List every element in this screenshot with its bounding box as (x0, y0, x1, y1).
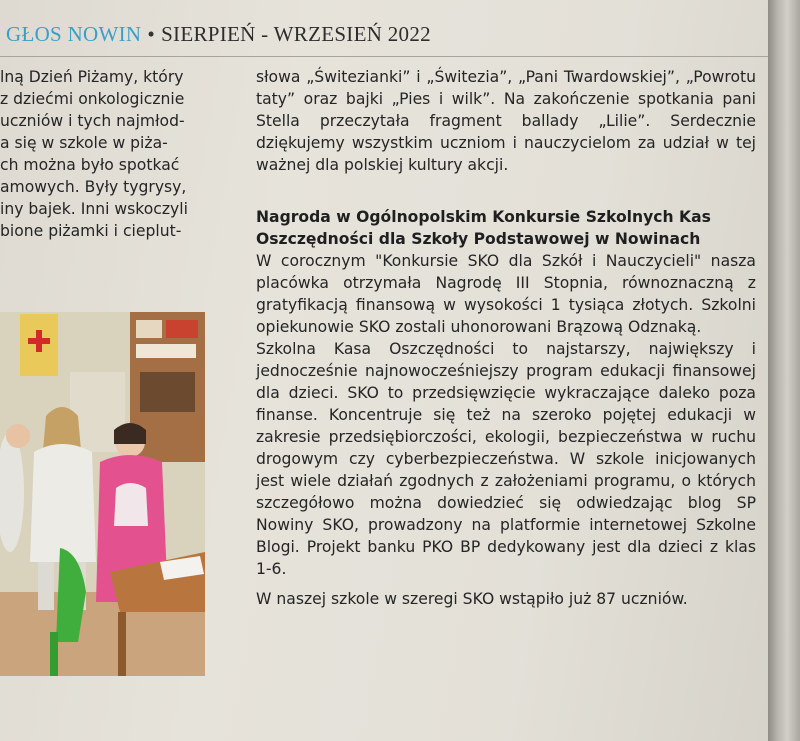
article-paragraph: W naszej szkole w szeregi SKO wstąpiło już 87 uczniów. (256, 590, 688, 608)
book-spine-shadow (768, 0, 800, 741)
left-text-line: ch można było spotkać (0, 156, 180, 174)
publication-name: GŁOS NOWIN (6, 22, 142, 46)
article-paragraph: Szkolna Kasa Oszczędności to najstarszy, największy i jednocześnie najnowocześniejszy program edukacji finansowej dla dzieci. SKO to przedsięwzięcie wykraczające daleko poza finanse. Koncentruje się też na szeroko pojętej edukacji w zakresie przedsiębiorczości, ekologii, bezpieczeństwa w ruchu drogowym czy cyberbezpieczeństwa. W szkole inicjowanych jest wiele działań zgodnych z założeniami programu, o których szczegółowo można dowiedzieć się odwiedzając blog SP Nowiny SKO, prowadzony na platformie internetowej Szkolne Blogi. Projekt banku PKO BP dedykowany jest dla dzieci z klas 1-6. (256, 340, 756, 578)
left-text-line: iny bajek. Inni wskoczyli (0, 200, 188, 218)
pajama-day-photo-illustration (0, 312, 205, 676)
classroom-photo (0, 312, 205, 676)
article-paragraph: W corocznym "Konkursie SKO dla Szkół i Nauczycieli" nasza placówka otrzymała Nagrodę III Stopnia, równoznaczną z gratyfikacją finansową w wysokości 1 tysiąca złotych. Szkolni opiekunowie SKO zostali uhonorowani Brązową Odznaką. (256, 252, 756, 336)
issue-date: SIERPIEŃ - WRZESIEŃ 2022 (161, 22, 431, 46)
left-text-line: z dziećmi onkologicznie (0, 90, 185, 108)
right-column (256, 66, 756, 610)
header-rule (0, 56, 768, 57)
page-header (6, 22, 431, 47)
left-text-line: amowych. Były tygrysy, (0, 178, 187, 196)
left-text-line: lną Dzień Piżamy, który (0, 68, 184, 86)
white-pajamas (30, 444, 96, 562)
intro-paragraph: słowa „Świtezianki” i „Świtezia”, „Pani Twardowskiej”, „Powrotu taty” oraz bajki „Pies i wilk”. Na zakończenie spotkania pani Stella przeczytała fragment ballady „Lilie”. Serdecznie dziękujemy wszystkim uczniom i nauczycielom za udział w tej ważnej dla polskiej kultury akcji. (256, 68, 756, 174)
left-column (0, 66, 228, 242)
left-text-line: uczniów i tych najmłod- (0, 112, 185, 130)
header-separator: • (147, 22, 156, 46)
left-text-line: bione piżamki i cieplut- (0, 222, 182, 240)
article-heading: Nagroda w Ogólnopolskim Konkursie Szkolnych Kas Oszczędności dla Szkoły Podstawowej w Nowinach (256, 208, 711, 248)
left-text-line: a się w szkole w piża- (0, 134, 168, 152)
